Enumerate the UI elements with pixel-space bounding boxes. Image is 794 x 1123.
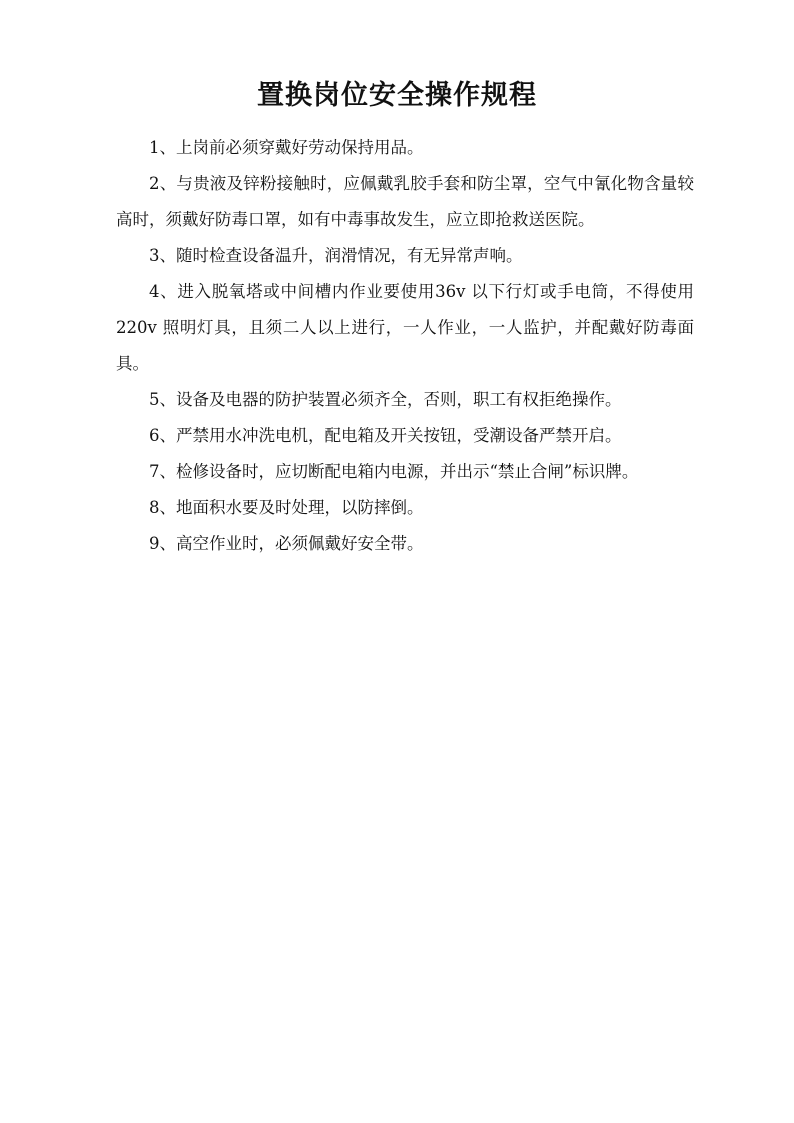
rule-item-9: 9、高空作业时，必须佩戴好安全带。: [149, 534, 424, 553]
rule-item-1: 1、上岗前必须穿戴好劳动保持用品。: [149, 138, 424, 157]
rule-item-4: 4、进入脱氧塔或中间槽内作业要使用36v 以下行灯或手电筒，不得使用 220v 照明灯具，且须二人以上进行，一人作业，一人监护，并配戴好防毒面具。: [116, 282, 694, 373]
rule-item-7: 7、检修设备时，应切断配电箱内电源，并出示“禁止合闸”标识牌。: [149, 462, 639, 481]
rule-item-6: 6、严禁用水冲洗电机，配电箱及开关按钮，受潮设备严禁开启。: [149, 426, 622, 445]
rule-item-3: 3、随时检查设备温升，润滑情况，有无异常声响。: [149, 246, 523, 265]
rule-item-2: 2、与贵液及锌粉接触时，应佩戴乳胶手套和防尘罩，空气中氰化物含量较高时，须戴好防毒口罩，如有中毒事故发生，应立即抢救送医院。: [116, 174, 694, 229]
rules-list: [116, 130, 694, 562]
rule-item-8: 8、地面积水要及时处理，以防摔倒。: [149, 498, 424, 517]
page-title: 置换岗位安全操作规程: [257, 80, 537, 111]
rule-item-5: 5、设备及电器的防护装置必须齐全，否则，职工有权拒绝操作。: [149, 390, 622, 409]
